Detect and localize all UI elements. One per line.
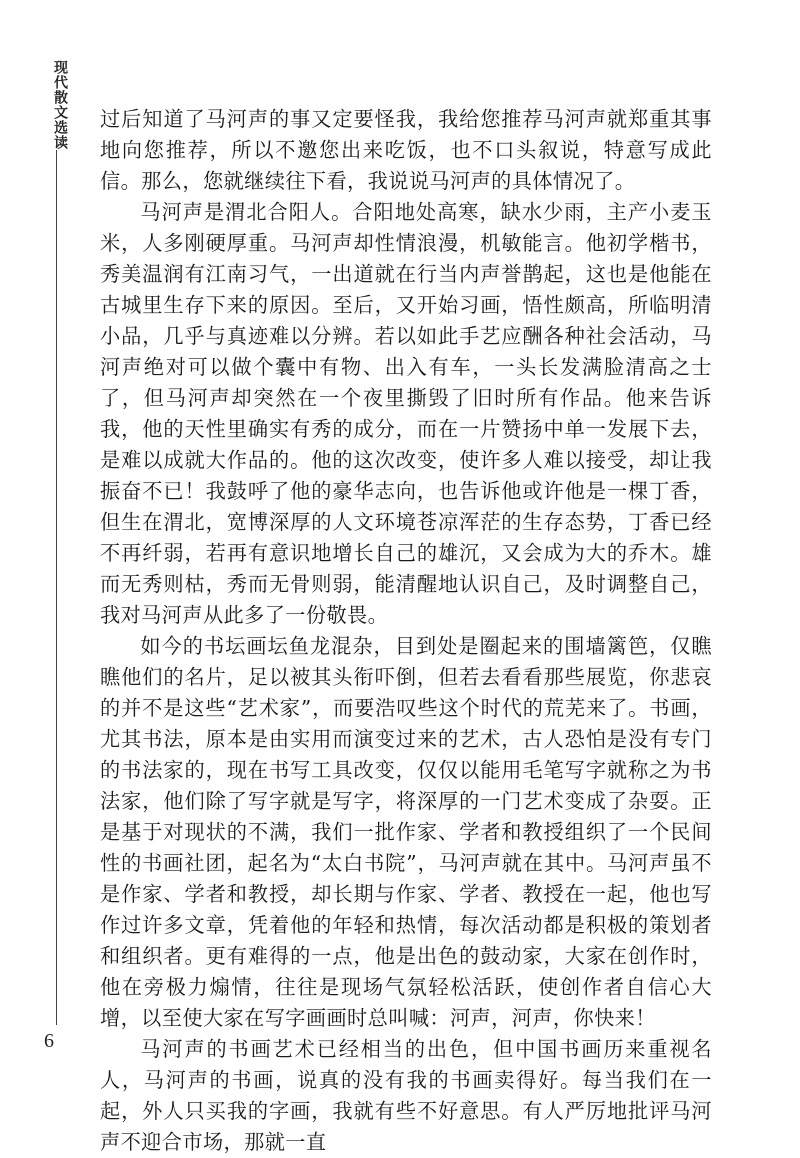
page-number: 6	[44, 1030, 54, 1052]
paragraph-2: 马河声是渭北合阳人。合阳地处高寒，缺水少雨，主产小麦玉米，人多刚硬厚重。马河声却性情浪漫，机敏能言。他初学楷书，秀美温润有江南习气，一出道就在行当内声誉鹊起，这也是他能在古城里生存下来的原因。至后，又开始习画，悟性颇高，所临明清小品，几乎与真迹难以分辨。若以如此手艺应酬各种社会活动，马河声绝对可以做个囊中有物、出入有车，一头长发满脸清高之士了，但马河声却突然在一个夜里撕毁了旧时所有作品。他来告诉我，他的天性里确实有秀的成分，而在一片赞扬中单一发展下去，是难以成就大作品的。他的这次改变，使许多人难以接受，却让我振奋不已！我鼓呼了他的豪华志向，也告诉他或许他是一棵丁香，但生在渭北，宽博深厚的人文环境苍凉浑茫的生存态势，丁香已经不再纤弱，若再有意识地增长自己的雄沉，又会成为大的乔木。雄而无秀则枯，秀而无骨则弱，能清醒地认识自己，及时调整自己，我对马河声从此多了一份敬畏。	[100, 200, 712, 627]
running-section-title: 现代散文选读	[52, 60, 68, 150]
paragraph-1: 过后知道了马河声的事又定要怪我，我给您推荐马河声就郑重其事地向您推荐，所以不邀您出来吃饭，也不口头叙说，特意写成此信。那么，您就继续往下看，我说说马河声的具体情况了。	[100, 107, 712, 193]
body-text	[100, 104, 712, 1158]
paragraph-4: 马河声的书画艺术已经相当的出色，但中国书画历来重视名人，马河声的书画，说真的没有我的书画卖得好。每当我们在一起，外人只买我的字画，我就有些不好意思。有人严厉地批评马河声不迎合市场，那就一直	[100, 1037, 712, 1154]
paragraph-3: 如今的书坛画坛鱼龙混杂，目到处是圈起来的围墙篱笆，仅瞧瞧他们的名片，足以被其头衔吓倒，但若去看看那些展览，你悲哀的并不是这些“艺术家”，而要浩叹些这个时代的荒芜来了。书画，尤其书法，原本是由实用而演变过来的艺术，古人恐怕是没有专门的书法家的，现在书写工具改变，仅仅以能用毛笔写字就称之为书法家，他们除了写字就是写字，将深厚的一门艺术变成了杂耍。正是基于对现状的不满，我们一批作家、学者和教授组织了一个民间性的书画社团，起名为“太白书院”，马河声就在其中。马河声虽不是作家、学者和教授，却长期与作家、学者、教授在一起，他也写作过许多文章，凭着他的年轻和热情，每次活动都是积极的策划者和组织者。更有难得的一点，他是出色的鼓动家，大家在创作时，他在旁极力煽情，往往是现场气氛轻松活跃，使创作者自信心大增，以至使大家在写字画画时总叫喊：河声，河声，你快来！	[100, 634, 712, 1030]
margin-vertical-rule	[56, 150, 57, 1025]
